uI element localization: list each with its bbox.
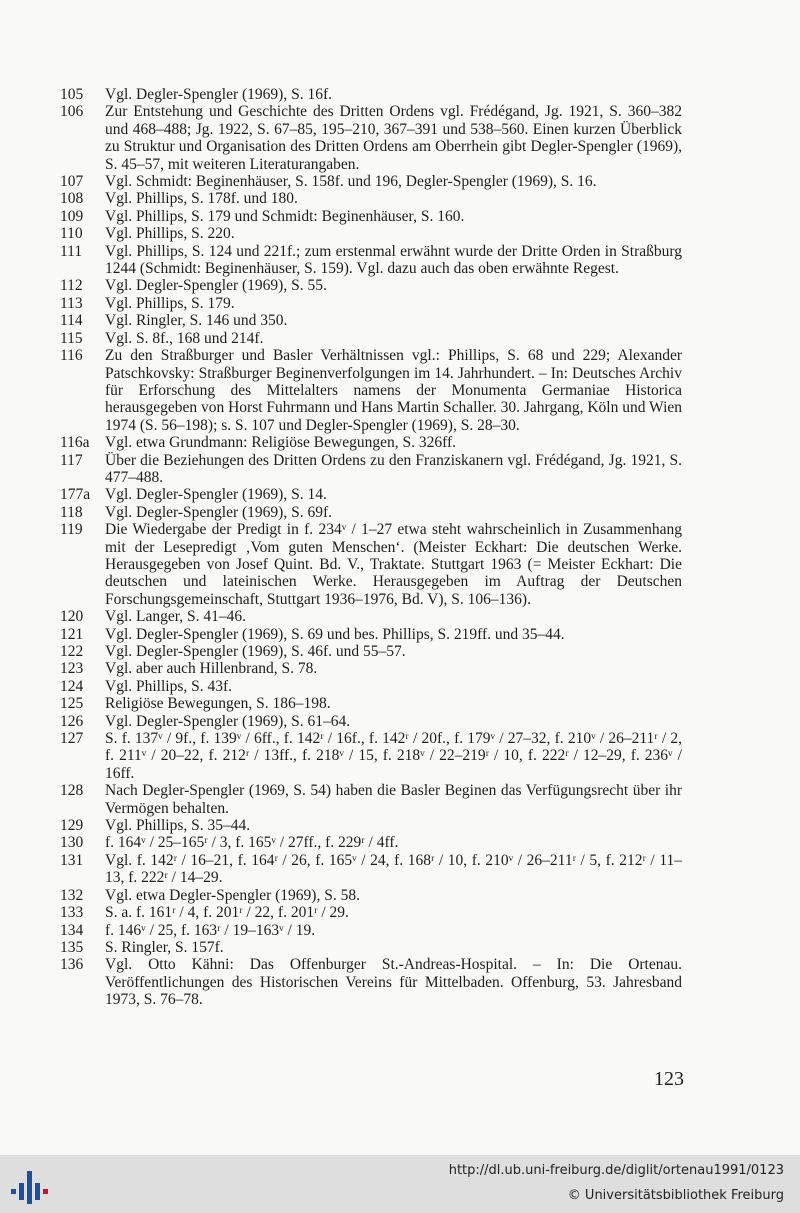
footnote-text: Vgl. Langer, S. 41–46. (105, 608, 247, 626)
footnote-text: Vgl. aber auch Hillenbrand, S. 78. (105, 660, 318, 678)
footnote-119 (60, 521, 682, 608)
footnote-text: Vgl. Phillips, S. 124 und 221f.; zum erstenmal erwähnt wurde der Dritte Orden in Straßburg 1244 (Schmidt: Beginenhäuser, S. 159). Vgl. dazu auch das oben erwähnte Regest. (105, 242, 682, 278)
footnote-number: 128 (60, 782, 84, 800)
footnote-120 (60, 608, 682, 625)
footnote-number: 127 (60, 730, 84, 748)
footnote-text: Religiöse Bewegungen, S. 186–198. (105, 695, 331, 713)
footnote-number: 112 (60, 277, 83, 295)
footnote-text: S. f. 137ᵛ / 9f., f. 139ᵛ / 6ff., f. 142ʳ / 16f., f. 142ʳ / 20f., f. 179ᵛ / 27–32, f. 210ᵛ / 26–211ʳ / 2, f. 211ᵛ / 20–22, f. 212ʳ / 13ff., f. 218ᵛ / 15, f. 218ᵛ / 22–219ʳ / 10, f. 222ʳ / 12–29, f. 236ᵛ / 16ff. (105, 730, 682, 782)
footnote-text: f. 146ᵛ / 25, f. 163ʳ / 19–163ᵛ / 19. (105, 921, 316, 939)
footnote-number: 133 (60, 904, 84, 922)
footnote-123 (60, 660, 682, 677)
footnote-text: Vgl. Otto Kähni: Das Offenburger St.-Andreas-Hospital. – In: Die Ortenau. Veröffentlichungen des Historischen Vereins für Mittelbaden. Offenburg, 53. Jahresband 1973, S. 76–78. (105, 956, 682, 1009)
footnote-number: 111 (60, 242, 83, 260)
footnote-116 (60, 347, 682, 434)
footnote-number: 130 (60, 834, 84, 852)
footnote-text: Zur Entstehung und Geschichte des Dritten Ordens vgl. Frédégand, Jg. 1921, S. 360–382 und 468–488; Jg. 1922, S. 67–85, 195–210, 367–391 und 538–560. Einen kurzen Überblick zu Struktur und Organisation des Dritten Ordens am Oberrhein gibt Degler-Spengler (1969), S. 45–57, mit weiteren Literaturangaben. (105, 103, 682, 173)
footnote-115 (60, 330, 682, 347)
footnote-text: Vgl. Degler-Spengler (1969), S. 46f. und 55–57. (105, 643, 406, 660)
footnote-number: 123 (60, 660, 84, 678)
footnote-number: 109 (60, 207, 84, 225)
footnote-177a (60, 486, 682, 503)
ub-freiburg-logo-icon (8, 1163, 52, 1207)
footnote-number: 115 (60, 329, 83, 347)
footnote-number: 116a (60, 434, 90, 452)
footnote-text: Vgl. Degler-Spengler (1969), S. 69f. (105, 503, 332, 521)
source-url-link[interactable]: http://dl.ub.uni-freiburg.de/diglit/ortenau1991/0123 (448, 1163, 784, 1178)
footnote-number: 129 (60, 817, 84, 835)
footnote-number: 107 (60, 173, 84, 191)
footnote-124 (60, 678, 682, 695)
footnote-118 (60, 504, 682, 521)
footnote-number: 113 (60, 294, 83, 312)
footnote-112 (60, 277, 682, 294)
footnote-122 (60, 643, 682, 660)
footnote-108 (60, 190, 682, 207)
footnote-130 (60, 834, 682, 851)
footnote-number: 177a (60, 486, 91, 504)
footnote-number: 117 (60, 451, 83, 469)
footnote-111 (60, 243, 682, 278)
footnote-number: 105 (60, 86, 84, 103)
footnote-text: Vgl. Degler-Spengler (1969), S. 16f. (105, 86, 332, 103)
footnote-number: 121 (60, 625, 84, 643)
footnote-text: Vgl. Phillips, S. 35–44. (105, 817, 251, 835)
footnote-number: 118 (60, 503, 83, 521)
footnote-text: Vgl. Phillips, S. 220. (105, 225, 235, 243)
footnote-127 (60, 730, 682, 782)
footnote-116a (60, 434, 682, 451)
footer-bar (0, 1155, 800, 1213)
footnote-number: 114 (60, 312, 83, 330)
footnote-number: 124 (60, 677, 84, 695)
footnote-number: 106 (60, 103, 84, 121)
footnote-text: Vgl. Degler-Spengler (1969), S. 61–64. (105, 712, 351, 730)
footnote-text: Vgl. Ringler, S. 146 und 350. (105, 312, 288, 330)
footnote-number: 108 (60, 190, 84, 208)
footnote-134 (60, 922, 682, 939)
footnote-number: 132 (60, 886, 84, 904)
footnote-121 (60, 626, 682, 643)
footnote-text: Zu den Straßburger und Basler Verhältnissen vgl.: Phillips, S. 68 und 229; Alexander Patschkovsky: Straßburger Beginenverfolgungen im 14. Jahrhundert. – In: Deutsches Archiv für Erforschung des Mittelalters namens der Monumenta Germaniae Historica herausgegeben von Horst Fuhrmann und Hans Martin Schaller. 30. Jahrgang, Köln und Wien 1974 (S. 56–198); s. S. 107 und Degler-Spengler (1969), S. 28–30. (105, 347, 682, 434)
footnote-text: Vgl. Phillips, S. 179 und Schmidt: Beginenhäuser, S. 160. (105, 207, 465, 225)
footnote-110 (60, 225, 682, 242)
footnote-text: Vgl. etwa Degler-Spengler (1969), S. 58. (105, 886, 360, 904)
footnote-text: Vgl. Phillips, S. 179. (105, 294, 235, 312)
footnote-131 (60, 852, 682, 887)
footnote-number: 125 (60, 695, 84, 713)
footnote-text: Vgl. Phillips, S. 43f. (105, 677, 233, 695)
footnote-113 (60, 295, 682, 312)
footnote-number: 122 (60, 643, 84, 660)
footnote-text: Vgl. Degler-Spengler (1969), S. 55. (105, 277, 327, 295)
footnote-text: S. Ringler, S. 157f. (105, 938, 224, 956)
footnote-117 (60, 452, 682, 487)
footnotes-list (60, 86, 682, 1009)
page-number: 123 (654, 1068, 684, 1090)
footnote-text: Nach Degler-Spengler (1969, S. 54) haben die Basler Beginen das Verfügungsrecht über ihr Vermögen behalten. (105, 782, 682, 817)
footnote-text: Die Wiedergabe der Predigt in f. 234ᵛ / 1–27 etwa steht wahrscheinlich in Zusammenhang mit der Lesepredigt ‚Vom guten Menschen‘. (Meister Eckhart: Die deutschen Werke. Herausgegeben von Josef Quint. Bd. V., Traktate. Stuttgart 1963 (= Meister Eckhart: Die deutschen und lateinischen Werke. Herausgegeben im Auftrag der Deutschen Forschungsgemeinschaft, Stuttgart 1936–1976, Bd. V), S. 106–136). (105, 521, 682, 608)
footnote-number: 126 (60, 712, 84, 730)
footnote-text: S. a. f. 161ʳ / 4, f. 201ʳ / 22, f. 201ʳ / 29. (105, 904, 349, 922)
footnote-135 (60, 939, 682, 956)
footnote-106 (60, 103, 682, 173)
footnote-107 (60, 173, 682, 190)
footnote-text: Vgl. Phillips, S. 178f. und 180. (105, 190, 298, 208)
footnote-text: Vgl. Schmidt: Beginenhäuser, S. 158f. und 196, Degler-Spengler (1969), S. 16. (105, 173, 597, 191)
footnote-133 (60, 904, 682, 921)
footnote-number: 119 (60, 521, 83, 539)
footnote-text: Über die Beziehungen des Dritten Ordens zu den Franziskanern vgl. Frédégand, Jg. 1921, S. 477–488. (105, 451, 682, 486)
footnote-109 (60, 208, 682, 225)
footnote-text: Vgl. S. 8f., 168 und 214f. (105, 329, 264, 347)
footnote-text: f. 164ᵛ / 25–165ʳ / 3, f. 165ᵛ / 27ff., f. 229ʳ / 4ff. (105, 834, 399, 852)
footnote-number: 120 (60, 608, 84, 626)
footnote-126 (60, 713, 682, 730)
footnote-text: Vgl. etwa Grundmann: Religiöse Bewegungen, S. 326ff. (105, 434, 456, 452)
footnote-number: 116 (60, 347, 83, 365)
copyright-text: © Universitätsbibliothek Freiburg (567, 1188, 784, 1203)
footnote-132 (60, 887, 682, 904)
footnote-128 (60, 782, 682, 817)
footnote-129 (60, 817, 682, 834)
footnote-text: Vgl. Degler-Spengler (1969), S. 69 und bes. Phillips, S. 219ff. und 35–44. (105, 625, 565, 643)
footnote-number: 110 (60, 225, 83, 243)
footnote-number: 135 (60, 938, 84, 956)
footnote-136 (60, 956, 682, 1008)
footnote-125 (60, 695, 682, 712)
footnote-105 (60, 86, 682, 103)
footnote-114 (60, 312, 682, 329)
footnote-text: Vgl. f. 142ʳ / 16–21, f. 164ʳ / 26, f. 165ᵛ / 24, f. 168ʳ / 10, f. 210ᵛ / 26–211ʳ / 5, f. 212ʳ / 11–13, f. 222ʳ / 14–29. (105, 851, 682, 887)
footnote-number: 134 (60, 921, 84, 939)
footnote-number: 136 (60, 956, 84, 974)
footnote-number: 131 (60, 851, 84, 869)
footnote-text: Vgl. Degler-Spengler (1969), S. 14. (105, 486, 327, 504)
